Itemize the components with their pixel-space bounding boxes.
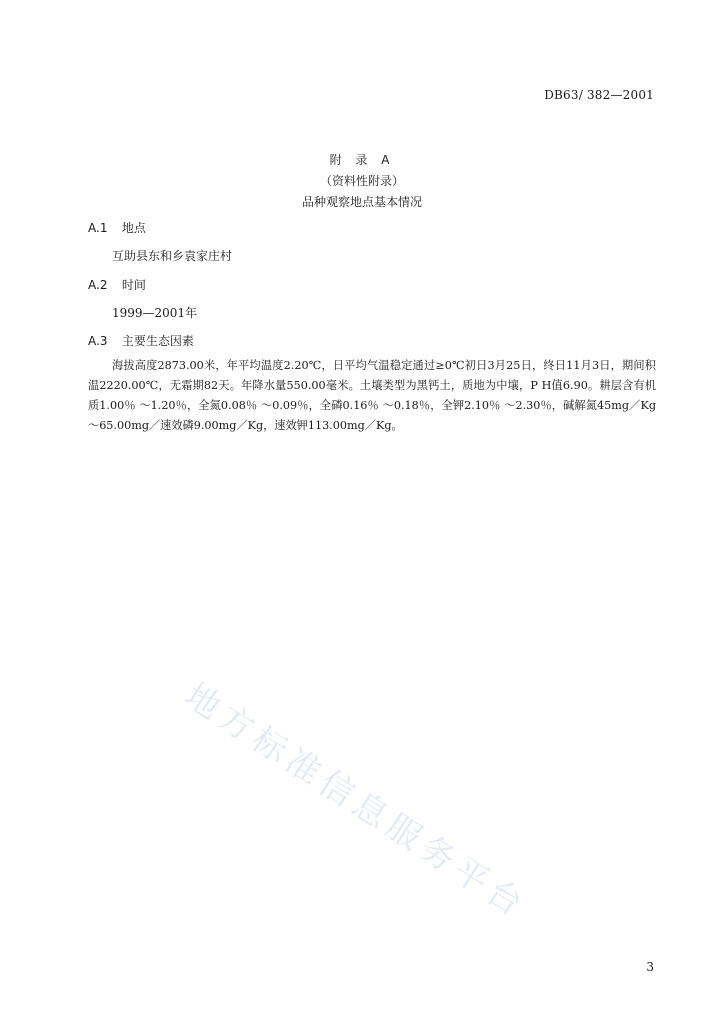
ecology-paragraph: 海拔高度2873.00米，年平均温度2.20℃，日平均气温稳定通过≥0℃初日3月25日，终日11月3日，期间积温2220.00℃，无霜期82天。年降水量550.00毫米。土壤类型为黑钙土，质地为中壤，P H值6.90。耕层含有机质1.00％ ～1.20％，全氮0.08％ ～0.09％，全磷0.16％ ～0.18％，全钾2.10％ ～2.30％，碱解氮45mg／Kg～65.00mg／速效磷9.00mg／Kg，速效钾113.00mg／Kg。	[88, 359, 656, 432]
section-heading-a2	[88, 276, 146, 293]
section-title: 主要生态因素	[121, 334, 194, 348]
document-code: DB63/ 382—2001	[544, 88, 654, 102]
appendix-header	[0, 150, 724, 213]
section-number: A.3	[88, 334, 108, 348]
watermark-text: 地方标准信息服务平台	[177, 675, 535, 928]
page-number: 3	[646, 960, 654, 974]
section-title: 地点	[121, 221, 146, 235]
section-body-location: 互助县东和乡袁家庄村	[112, 249, 233, 263]
appendix-subtitle: （资料性附录）	[319, 174, 404, 188]
section-heading-a1	[88, 219, 146, 236]
section-heading-a3	[88, 332, 194, 349]
section-number: A.2	[88, 278, 108, 292]
appendix-title: 附 录 A	[329, 153, 395, 167]
section-body-time: 1999—2001年	[112, 306, 198, 320]
appendix-heading: 品种观察地点基本情况	[301, 195, 422, 209]
section-title: 时间	[121, 278, 146, 292]
section-number: A.1	[88, 221, 108, 235]
